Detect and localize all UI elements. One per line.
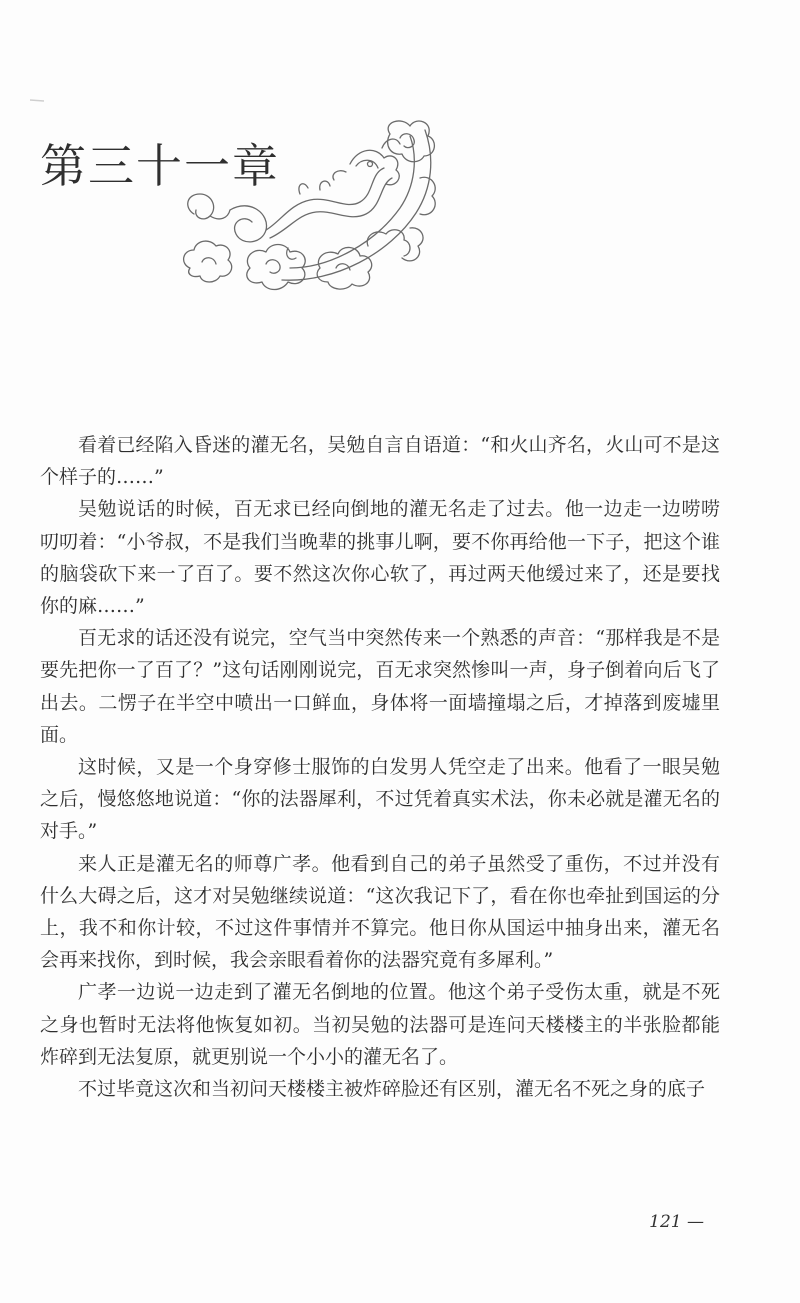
page-number: 121 —	[649, 1212, 704, 1232]
paragraph: 百无求的话还没有说完，空气当中突然传来一个熟悉的声音：“那样我是不是要先把你一了百了？”这句话刚刚说完，百无求突然惨叫一声，身子倒着向后飞了出去。二愣子在半空中喷出一口鲜血，身体将一面墙撞塌之后，才掉落到废墟里面。	[40, 627, 720, 746]
chapter-header	[40, 118, 460, 308]
paragraph: 这时候，又是一个身穿修士服饰的白发男人凭空走了出来。他看了一眼吴勉之后，慢悠悠地说道：“你的法器犀利，不过凭着真实术法，你未必就是灌无名的对手。”	[40, 756, 720, 843]
chapter-body	[40, 429, 720, 1105]
paragraph: 吴勉说话的时候，百无求已经向倒地的灌无名走了过去。他一边走一边唠唠叨叨着：“小爷叔，不是我们当晚辈的挑事儿啊，要不你再给他一下子，把这个谁的脑袋砍下来一了百了。要不然这次你心软了，再过两天他缓过来了，还是要找你的麻……”	[40, 498, 720, 618]
paragraph: 来人正是灌无名的师尊广孝。他看到自己的弟子虽然受了重伤，不过并没有什么大碍之后，这才对吴勉继续说道：“这次我记下了，看在你也牵扯到国运的分上，我不和你计较，不过这件事情并不算完。他日你从国运中抽身出来，灌无名会再来找你，到时候，我会亲眼看着你的法器究竟有多犀利。”	[40, 852, 720, 972]
chapter-title: 第三十一章	[40, 139, 280, 193]
paragraph: 不过毕竟这次和当初问天楼楼主被炸碎脸还有区别，灌无名不死之身的底子	[78, 1078, 706, 1101]
scan-mark	[30, 98, 44, 102]
paragraph: 看着已经陷入昏迷的灌无名，吴勉自言自语道：“和火山齐名，火山可不是这个样子的……”	[40, 434, 720, 489]
paragraph: 广孝一边说一边走到了灌无名倒地的位置。他这个弟子受伤太重，就是不死之身也暂时无法将他恢复如初。当初吴勉的法器可是连问天楼楼主的半张脸都能炸碎到无法复原，就更别说一个小小的灌无名了。	[40, 981, 720, 1068]
